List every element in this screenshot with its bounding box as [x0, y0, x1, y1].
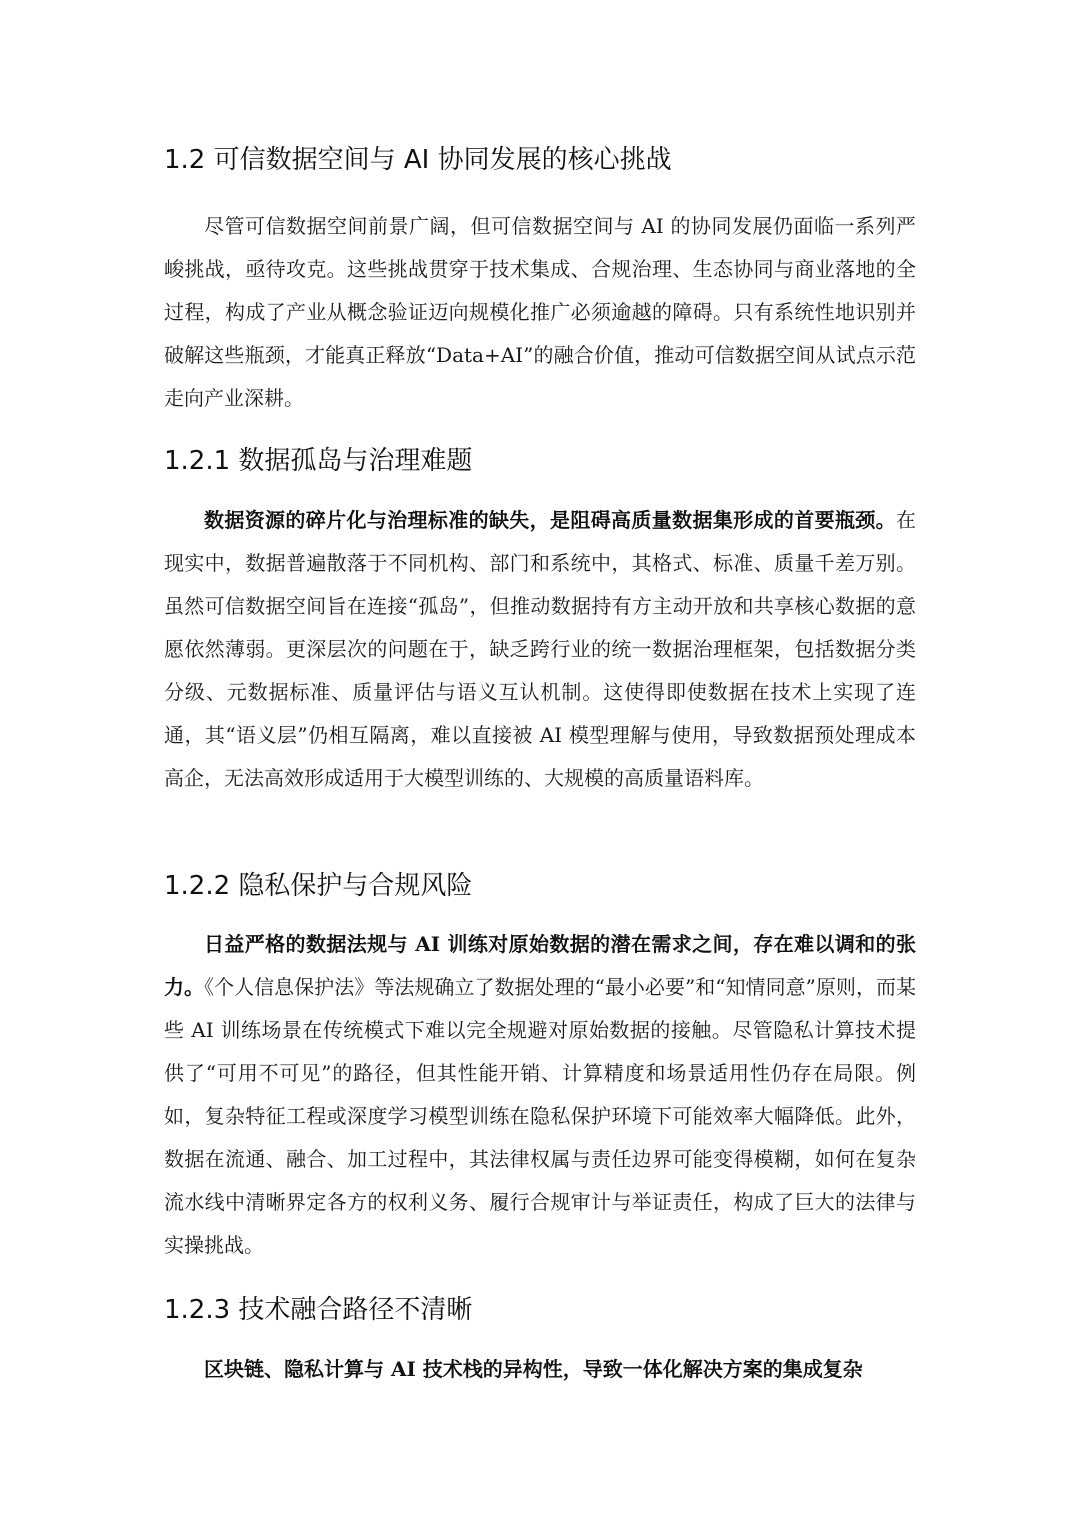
paragraph-1-2-2-lead: 日益严格的数据法规与 AI 训练对原始数据的潜在需求之间，存在难以调和的张力。 [164, 932, 916, 999]
paragraph-1-2-1-body: 在现实中，数据普遍散落于不同机构、部门和系统中，其格式、标准、质量千差万别。虽然可信数据空间旨在连接“孤岛”，但推动数据持有方主动开放和共享核心数据的意愿依然薄弱。更深层次的问题在于，缺乏跨行业的统一数据治理框架，包括数据分类分级、元数据标准、质量评估与语义互认机制。这使得即使数据在技术上实现了连通，其“语义层”仍相互隔离，难以直接被 AI 模型理解与使用，导致数据预处理成本高企，无法高效形成适用于大模型训练的、大规模的高质量语料库。 [164, 508, 916, 790]
paragraph-1-2-body: 尽管可信数据空间前景广阔，但可信数据空间与 AI 的协同发展仍面临一系列严峻挑战，亟待攻克。这些挑战贯穿于技术集成、合规治理、生态协同与商业落地的全过程，构成了产业从概念验证迈向规模化推广必须逾越的障碍。只有系统性地识别并破解这些瓶颈，才能真正释放“Data+AI”的融合价值，推动可信数据空间从试点示范走向产业深耕。 [164, 214, 916, 410]
paragraph-1-2-3 [164, 1348, 916, 1391]
paragraph-1-2 [164, 205, 916, 420]
section-heading-1-2-3: 1.2.3 技术融合路径不清晰 [164, 1295, 473, 1325]
paragraph-1-2-2 [164, 923, 916, 1267]
section-heading-1-2: 1.2 可信数据空间与 AI 协同发展的核心挑战 [164, 145, 672, 175]
paragraph-1-2-1 [164, 499, 916, 800]
paragraph-1-2-2-body: 《个人信息保护法》等法规确立了数据处理的“最小必要”和“知情同意”原则，而某些 AI 训练场景在传统模式下难以完全规避对原始数据的接触。尽管隐私计算技术提供了“可用不可见”的路径，但其性能开销、计算精度和场景适用性仍存在局限。例如，复杂特征工程或深度学习模型训练在隐私保护环境下可能效率大幅降低。此外，数据在流通、融合、加工过程中，其法律权属与责任边界可能变得模糊，如何在复杂流水线中清晰界定各方的权利义务、履行合规审计与举证责任，构成了巨大的法律与实操挑战。 [164, 975, 916, 1257]
paragraph-1-2-1-lead: 数据资源的碎片化与治理标准的缺失，是阻碍高质量数据集形成的首要瓶颈。 [204, 508, 896, 532]
section-heading-1-2-1: 1.2.1 数据孤岛与治理难题 [164, 446, 473, 476]
paragraph-1-2-3-lead: 区块链、隐私计算与 AI 技术栈的异构性，导致一体化解决方案的集成复杂 [204, 1357, 863, 1381]
section-heading-1-2-2: 1.2.2 隐私保护与合规风险 [164, 871, 473, 901]
